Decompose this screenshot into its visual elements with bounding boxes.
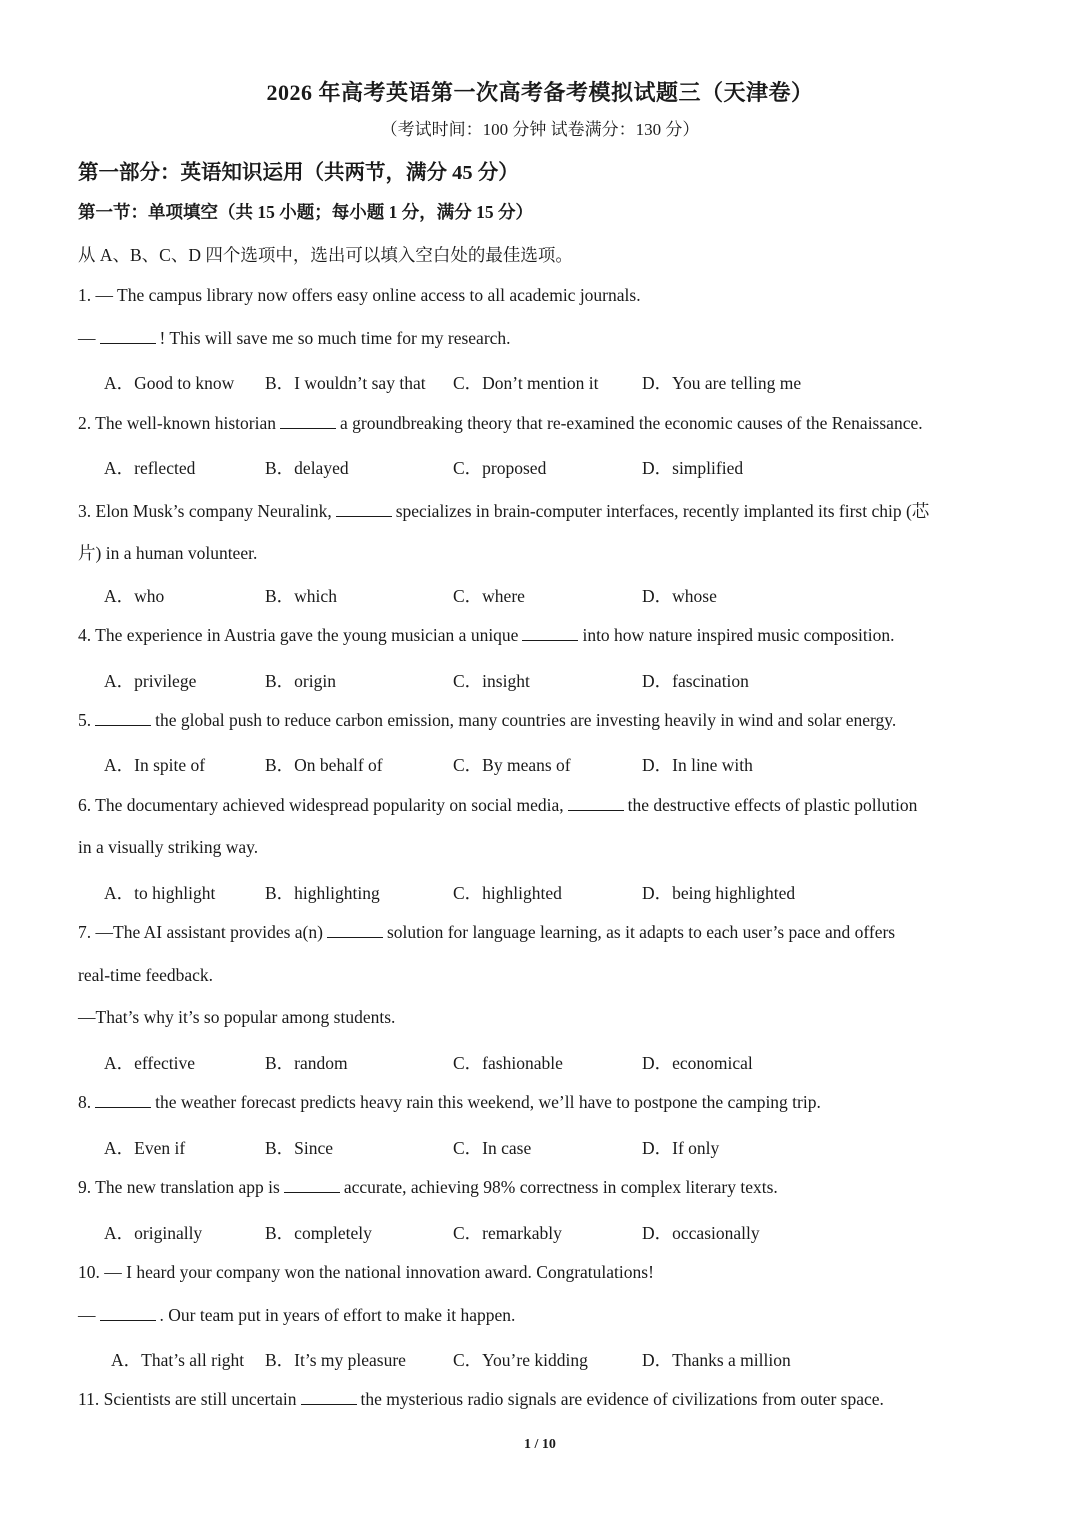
- stem-part: 4. The experience in Austria gave the young musician a unique: [78, 625, 519, 645]
- stem-part: accurate, achieving 98% correctness in complex literary texts.: [343, 1177, 778, 1197]
- answer-blank: [327, 923, 383, 938]
- stem-part: a groundbreaking theory that re-examined the economic causes of the Renaissance.: [339, 413, 923, 433]
- question-9-stem: [78, 1177, 778, 1198]
- option-c[interactable]: C．insight: [453, 671, 530, 691]
- option-c[interactable]: C．Don’t mention it: [453, 373, 599, 393]
- question-6-stem: [78, 795, 917, 816]
- answer-blank: [280, 414, 336, 429]
- option-c[interactable]: C．fashionable: [453, 1053, 563, 1073]
- option-c[interactable]: C．highlighted: [453, 883, 562, 903]
- question-11-stem: [78, 1389, 884, 1410]
- option-b[interactable]: B．highlighting: [265, 883, 380, 903]
- option-a[interactable]: A．privilege: [104, 671, 197, 691]
- answer-blank: [301, 1390, 357, 1405]
- option-c[interactable]: C．proposed: [453, 458, 547, 478]
- option-c[interactable]: C．where: [453, 586, 525, 606]
- option-a[interactable]: A．to highlight: [104, 883, 216, 903]
- option-b[interactable]: B．origin: [265, 671, 336, 691]
- question-1-reply: [78, 328, 511, 349]
- reply-text: ! This will save me so much time for my research.: [159, 328, 511, 348]
- stem-part: 6. The documentary achieved widespread popularity on social media,: [78, 795, 564, 815]
- option-a[interactable]: A．That’s all right: [111, 1350, 245, 1370]
- question-1-stem: 1. — The campus library now offers easy online access to all academic journals.: [78, 285, 641, 305]
- option-a[interactable]: A．who: [104, 586, 165, 606]
- option-a[interactable]: A．Even if: [104, 1138, 186, 1158]
- stem-part: solution for language learning, as it adapts to each user’s pace and offers: [386, 922, 896, 942]
- question-7-stem: [78, 922, 895, 943]
- option-b[interactable]: B．It’s my pleasure: [265, 1350, 406, 1370]
- reply-dash: —: [78, 328, 96, 348]
- option-b[interactable]: B．Since: [265, 1138, 334, 1158]
- stem-part: specializes in brain-computer interfaces, recently implanted its first chip (芯: [395, 501, 930, 521]
- option-c[interactable]: C．You’re kidding: [453, 1350, 588, 1370]
- answer-blank: [522, 626, 578, 641]
- option-b[interactable]: B．On behalf of: [265, 755, 383, 775]
- option-b[interactable]: B．which: [265, 586, 337, 606]
- option-d[interactable]: D．being highlighted: [642, 883, 796, 903]
- question-2-stem: [78, 413, 923, 434]
- reply-text: . Our team put in years of effort to make it happen.: [159, 1305, 516, 1325]
- option-a[interactable]: A．effective: [104, 1053, 196, 1073]
- question-10-reply: [78, 1305, 515, 1326]
- option-b[interactable]: B．completely: [265, 1223, 372, 1243]
- option-d[interactable]: D．whose: [642, 586, 717, 606]
- stem-part: 3. Elon Musk’s company Neuralink,: [78, 501, 332, 521]
- option-d[interactable]: D．fascination: [642, 671, 749, 691]
- stem-part: the weather forecast predicts heavy rain this weekend, we’ll have to postpone the camping trip.: [155, 1092, 821, 1112]
- stem-part: the mysterious radio signals are evidence of civilizations from outer space.: [360, 1389, 884, 1409]
- stem-part: 11. Scientists are still uncertain: [78, 1389, 297, 1409]
- stem-part: into how nature inspired music composition.: [582, 625, 895, 645]
- stem-part: 9. The new translation app is: [78, 1177, 280, 1197]
- section-instruction: 从 A、B、C、D 四个选项中，选出可以填入空白处的最佳选项。: [78, 245, 573, 265]
- option-d[interactable]: D．economical: [642, 1053, 753, 1073]
- option-d[interactable]: D．simplified: [642, 458, 744, 478]
- option-b[interactable]: B．random: [265, 1053, 348, 1073]
- section-heading: 第一节：单项填空（共 15 小题；每小题 1 分，满分 15 分）: [78, 202, 533, 222]
- answer-blank: [284, 1178, 340, 1193]
- question-3-stem-cont: 片) in a human volunteer.: [78, 543, 258, 563]
- question-3-stem: [78, 498, 929, 523]
- option-b[interactable]: B．delayed: [265, 458, 349, 478]
- option-d[interactable]: D．You are telling me: [642, 373, 802, 393]
- exam-title: 2026 年高考英语第一次高考备考模拟试题三（天津卷）: [266, 80, 814, 105]
- question-10-stem: 10. — I heard your company won the national innovation award. Congratulations!: [78, 1262, 654, 1282]
- answer-blank: [568, 796, 624, 811]
- question-4-stem: [78, 625, 895, 646]
- answer-blank: [95, 1093, 151, 1108]
- question-8-stem: [78, 1092, 821, 1113]
- option-a[interactable]: A．originally: [104, 1223, 203, 1243]
- option-d[interactable]: D．If only: [642, 1138, 720, 1158]
- question-7-reply: —That’s why it’s so popular among students.: [78, 1007, 396, 1027]
- page-number: 1 / 10: [524, 1437, 556, 1452]
- question-5-stem: [78, 710, 896, 731]
- answer-blank: [95, 711, 151, 726]
- stem-part: the global push to reduce carbon emission, many countries are investing heavily in wind and solar energy.: [155, 710, 897, 730]
- stem-part: 2. The well-known historian: [78, 413, 276, 433]
- stem-part: 8.: [78, 1092, 92, 1112]
- question-6-stem-cont: in a visually striking way.: [78, 837, 259, 857]
- option-b[interactable]: B．I wouldn’t say that: [265, 373, 426, 393]
- option-d[interactable]: D．Thanks a million: [642, 1350, 791, 1370]
- option-a[interactable]: A．In spite of: [104, 755, 206, 775]
- option-a[interactable]: A．Good to know: [104, 373, 235, 393]
- option-d[interactable]: D．In line with: [642, 755, 753, 775]
- option-c[interactable]: C．remarkably: [453, 1223, 562, 1243]
- option-c[interactable]: C．In case: [453, 1138, 532, 1158]
- option-d[interactable]: D．occasionally: [642, 1223, 760, 1243]
- answer-blank: [336, 502, 392, 517]
- stem-part: the destructive effects of plastic pollution: [627, 795, 918, 815]
- answer-blank: [100, 329, 156, 344]
- answer-blank: [100, 1306, 156, 1321]
- question-7-stem-cont: real-time feedback.: [78, 965, 214, 985]
- exam-subtitle: （考试时间：100 分钟 试卷满分：130 分）: [380, 120, 700, 139]
- option-c[interactable]: C．By means of: [453, 755, 571, 775]
- stem-part: 5.: [78, 710, 92, 730]
- option-a[interactable]: A．reflected: [104, 458, 196, 478]
- reply-dash: —: [78, 1305, 96, 1325]
- part-heading: 第一部分：英语知识运用（共两节，满分 45 分）: [78, 162, 519, 184]
- stem-part: 7. —The AI assistant provides a(n): [78, 922, 323, 942]
